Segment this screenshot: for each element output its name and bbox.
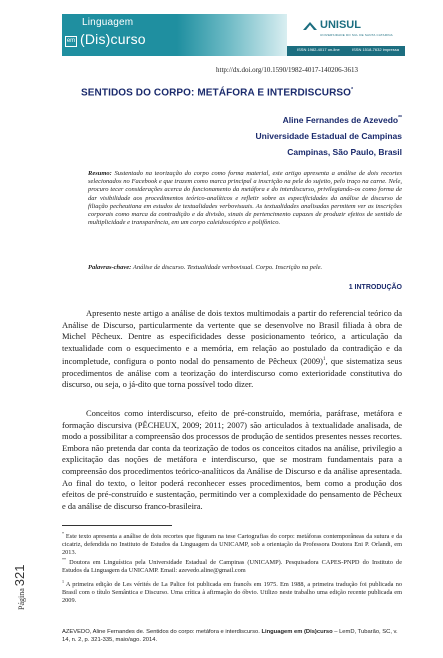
keywords [88, 264, 402, 272]
banner-gradient [177, 14, 287, 56]
body-paragraph-2: Conceitos como interdiscurso, efeito de pré-construído, memória, paráfrase, metáfora e formação discursiva (PÊCHEUX, 2009; 2011; 2007) são articulados à textualidade analisada, de modo a possibilitar a compreensão dos processos de produção de sentidos presentes nesses recortes. Embora não pretenda dar conta da teorização de todos os conceitos citados na análise, privilegio a explicitação das noções de metáfora e interdiscurso, que se mostram fundamentais para a compreensão dos procedimentos teórico-analíticos da Análise de Discurso e da análise apresentada. Ao final do texto, o leitor poderá reconhecer esses procedimentos, bem como a produção dos efeitos de pré-construído e sustentação, permitindo ver a complexidade do pensamento de Pêcheux e da análise de discurso franco-brasileira. [62, 408, 402, 511]
footnote-1 [62, 530, 402, 557]
author-footnote-mark: ** [398, 115, 402, 122]
body-paragraph [62, 308, 402, 391]
footnote-3-mark: 1 [62, 579, 64, 584]
issn-print: ISSN 1518-7632 impressa [352, 47, 399, 52]
abstract-label: Resumo: [88, 170, 112, 177]
citation-text-a: AZEVEDO, Aline Fernandes de. Sentidos do corpo: metáfora e interdiscurso. [62, 629, 262, 635]
journal-logo-line2: (Dis)curso [80, 31, 146, 47]
unisul-logo-icon [302, 20, 318, 32]
publisher-name: UNISUL [320, 19, 361, 31]
page-number-value: 321 [12, 564, 27, 587]
author-location: Campinas, São Paulo, Brasil [287, 147, 402, 157]
journal-logo-line1: Linguagem [82, 17, 134, 28]
article-title [81, 87, 353, 98]
citation-journal: Linguagem em (Dis)curso [261, 629, 333, 635]
section-heading: 1 INTRODUÇÃO [348, 284, 402, 291]
author-name-text: Aline Fernandes de Azevedo [282, 115, 399, 125]
keywords-label: Palavras-chave: [88, 264, 132, 271]
page-number [12, 556, 26, 610]
citation-text-b: – LemD, Tubarão, SC, v. 14, n. 2, p. 321-335, maio/ago. 2014. [62, 629, 398, 643]
title-footnote-mark: * [351, 87, 354, 93]
author-name [283, 115, 402, 125]
citation-footer [62, 628, 407, 644]
footnote-3-text: A primeira edição de Les vérités de La Palice foi publicada em francês em 1975. Em 1988, a primeira tradução foi publicada no Brasil com o título Semântica e Discurso. Uma crítica à afirmação do óbvio. Utilizo neste trabalho uma edição recente publicada em 2009. [62, 581, 402, 605]
footnote-1-mark: * [62, 531, 64, 536]
keywords-text: Análise de discurso. Textualidade verbovisual. Corpo. Inscrição na pele. [132, 264, 323, 271]
publisher-subtitle: UNIVERSIDADE DO SUL DE SANTA CATARINA [320, 33, 393, 37]
article-title-text: SENTIDOS DO CORPO: METÁFORA E INTERDISCURSO [81, 87, 352, 99]
doi-link[interactable]: http://dx.doi.org/10.1590/1982-4017-140206-3613 [216, 66, 359, 74]
footnote-2-text: Doutora em Linguística pela Universidade Estadual de Campinas (UNICAMP). Pesquisadora CAPES-PNPD do Instituto de Estudos da Linguagem da UNICAMP. Email: azevedo.aline@gmail.com [62, 559, 402, 575]
footnote-1-text: Este texto apresenta a análise de dois recortes que figuram na tese Cartografias do corpo: metáforas contemporâneas da sutura e da cicatriz, defendida no Instituto de Estudos da Linguagem da UNICAMP, sob a orientação da Professora Doutora Eni P. Orlandi, em 2013. [62, 533, 403, 557]
abstract-text: Sustentado na teorização do corpo como forma material, este artigo apresenta a análise de dois recortes selecionados no Facebook e que trazem como marca principal a inscrição na pele do sujeito, pelo traço na carne. Nele, procuro tecer considerações acerca do funcionamento da metáfora e do interdiscurso, privilegiando-os como forma de dar visibilidade aos procedimentos teórico-analíticos e refletir sobre as especificidades da análise de discurso de filiação pecheutiana em estudos de textualidades verbovisuais. As textualidades analisadas permitem ver as inscrições corporais como marca da contradição e da divisão, sinais de pertencimento capazes de produzir efeitos de sentido de multiplicidade e transparência, em um corpo caleidoscópico e polifônico. [88, 170, 403, 227]
issn-online: ISSN 1982-4017 on-line [297, 47, 340, 52]
footnote-2 [62, 556, 402, 575]
page-label: Página [17, 588, 26, 610]
paragraph-1-text-b: , que sistematiza seus procedimentos de análise com a teorização do interdiscurso como exterioridade constitutiva do discurso, ou seja, o já-dito que torna possível todo dizer. [62, 356, 402, 390]
abstract [88, 170, 402, 227]
footnote-divider [62, 525, 172, 526]
journal-banner [62, 14, 405, 56]
footnote-2-mark: ** [62, 557, 66, 562]
author-institution: Universidade Estadual de Campinas [255, 131, 402, 141]
journal-logo-em: em [65, 36, 77, 47]
footnote-3 [62, 578, 402, 605]
paragraph-1-footnote-mark: 1 [323, 357, 326, 363]
paragraph-1-text-a: Apresento neste artigo a análise de dois textos multimodais a partir do referencial teórico da Análise de Discurso, particularmente da vertente que se desenvolve no Brasil filiada à obra de Michel Pêcheux. Dentre as especificidades desse posicionamento teórico, a articulação da textualidade com o esquecimento e a memória, em relação ao postulado da contradição e da incompletude, configura o ponto nodal do pensamento de Pêcheux (2009) [62, 308, 402, 367]
